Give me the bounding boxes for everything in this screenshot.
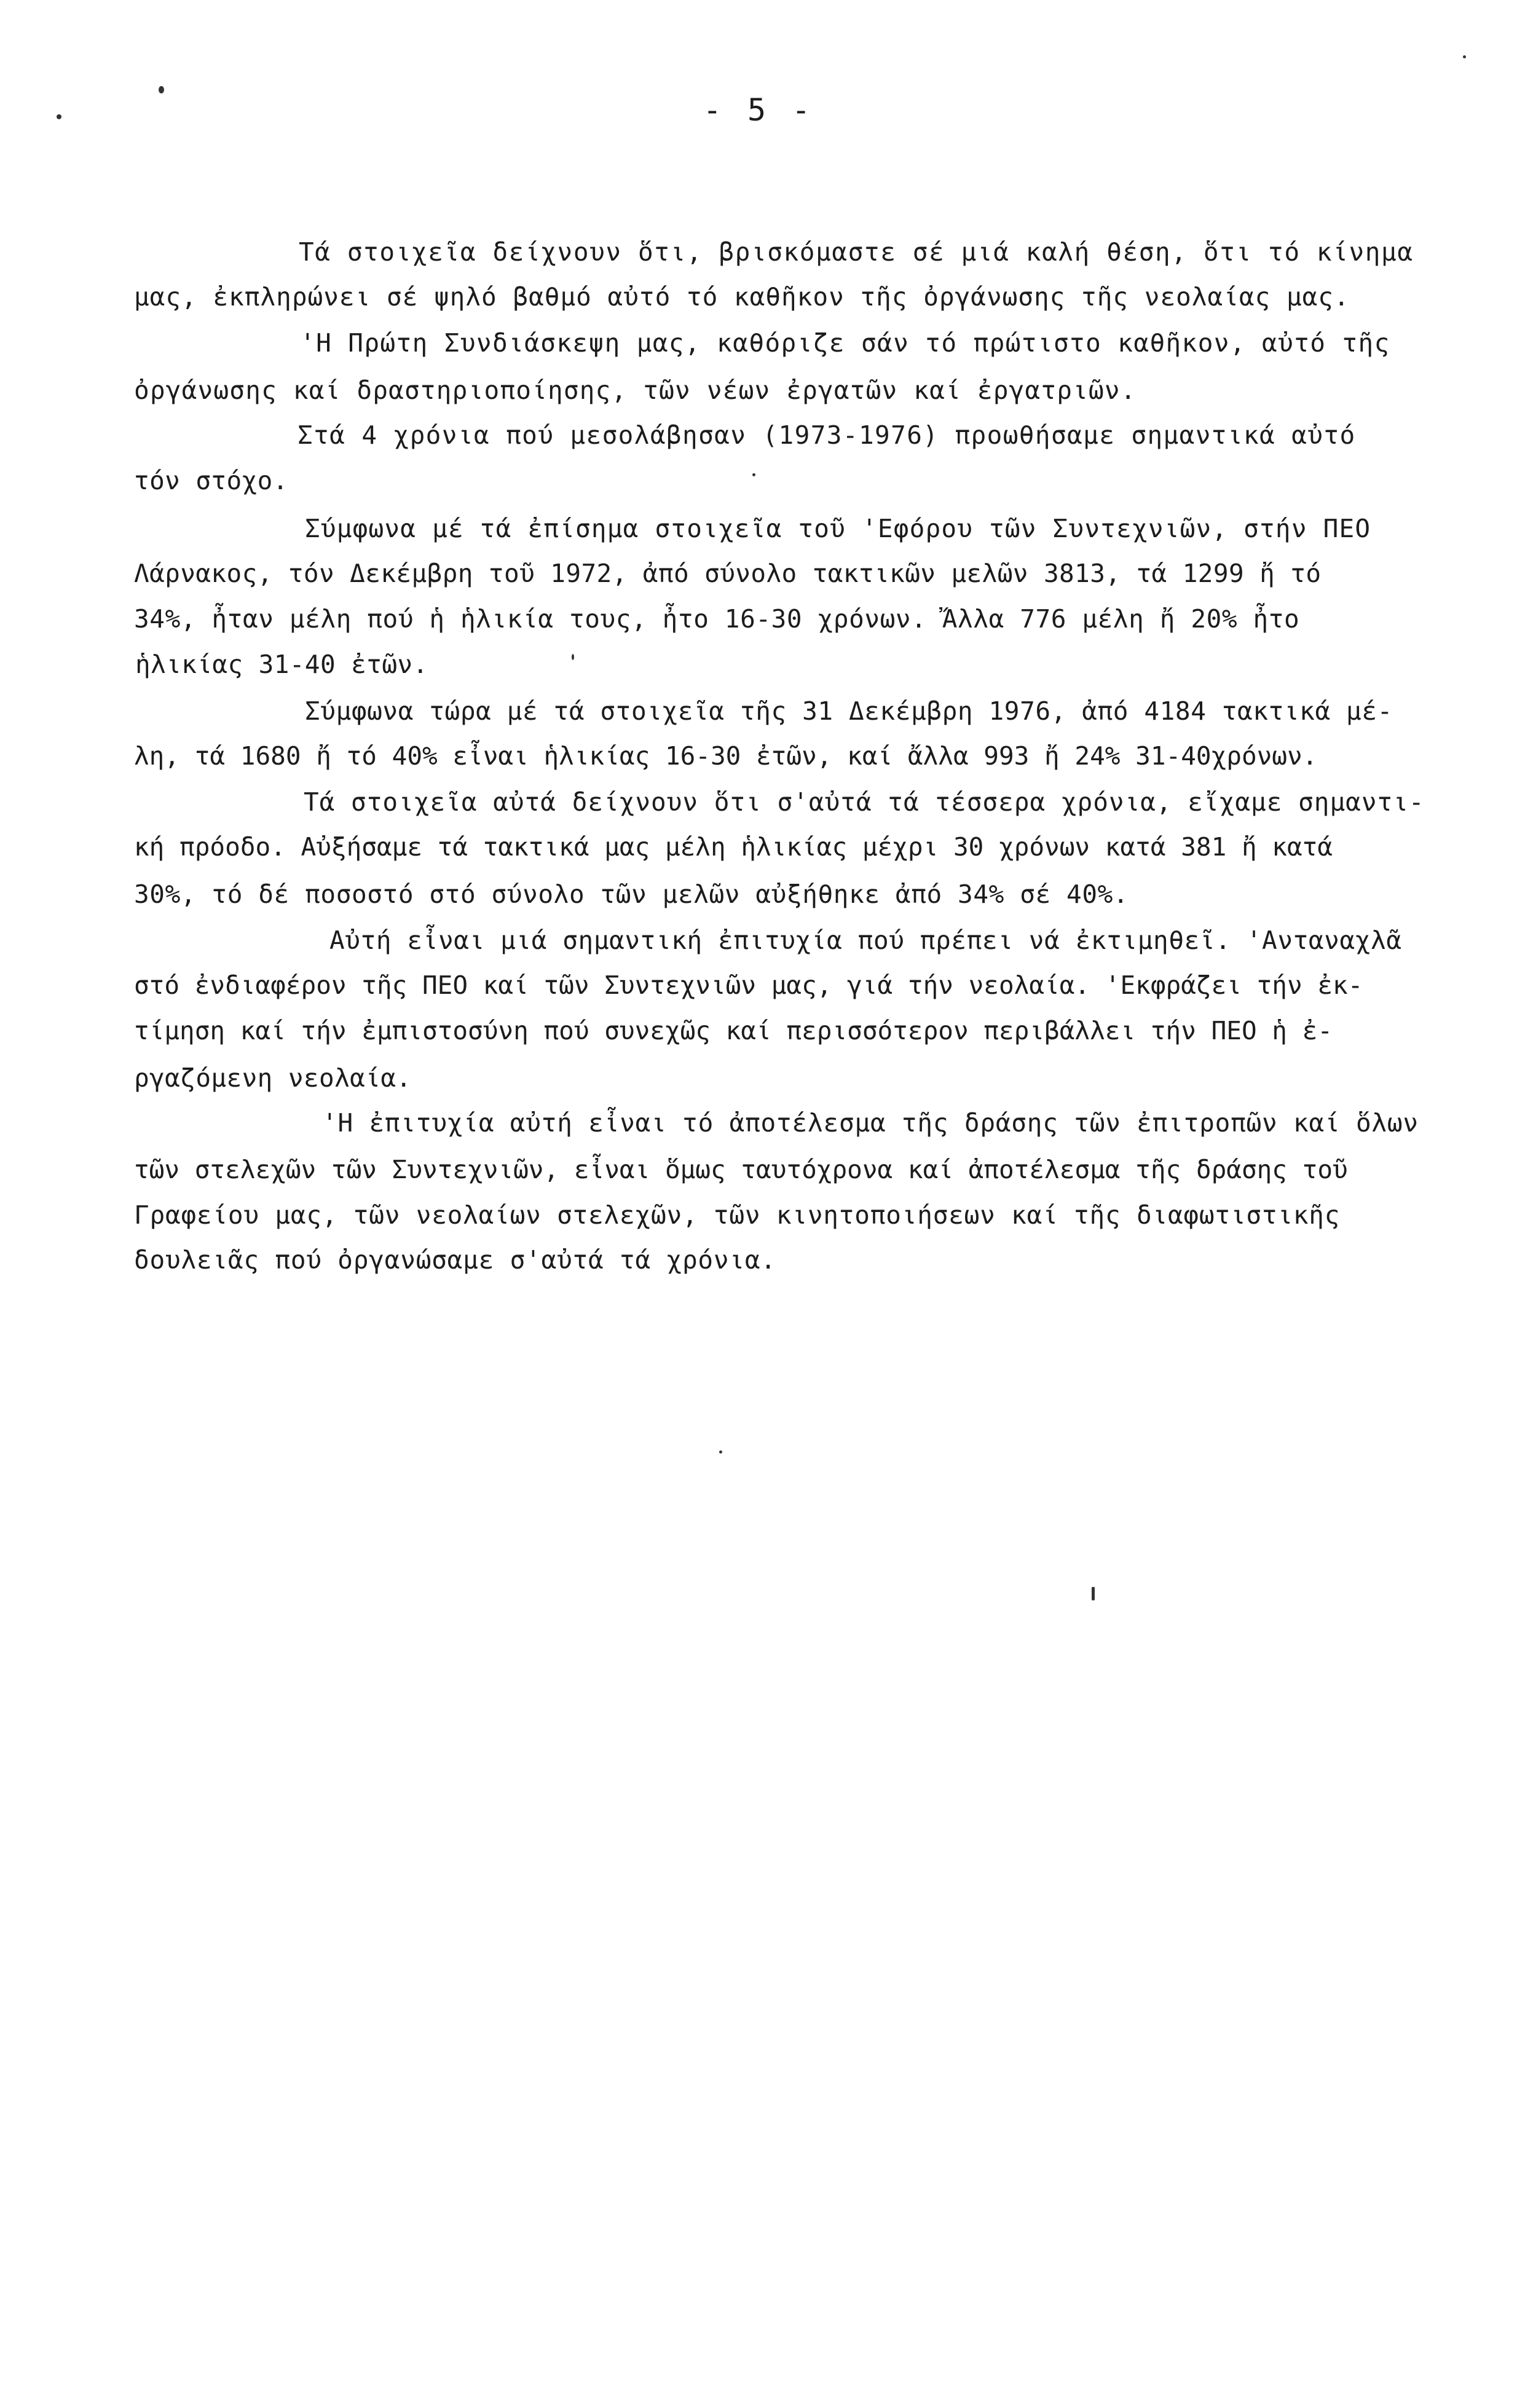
text-line: Σύμφωνα τώρα μέ τά στοιχεῖα τῆς 31 Δεκέμβρη 1976, ἀπό 4184 τακτικά μέ- xyxy=(305,696,1393,726)
text-line: 34%, ἦταν μέλη πού ἡ ἡλικία τους, ἦτο 16-30 χρόνων. Ἄλλα 776 μέλη ἤ 20% ἦτο xyxy=(134,604,1300,634)
text-line: τόν στόχο. xyxy=(134,466,288,495)
text-line: Τά στοιχεῖα δείχνουν ὅτι, βρισκόμαστε σέ μιά καλή θέση, ὅτι τό κίνημα xyxy=(299,237,1414,267)
text-line: 30%, τό δέ ποσοστό στό σύνολο τῶν μελῶν αὐξήθηκε ἀπό 34% σέ 40%. xyxy=(134,879,1129,909)
text-line: στό ἐνδιαφέρον τῆς ΠΕΟ καί τῶν Συντεχνιῶν μας, γιά τήν νεολαία. 'Εκφράζει τήν ἐκ- xyxy=(134,970,1363,1000)
scan-speck xyxy=(572,654,574,660)
text-line: Σύμφωνα μέ τά ἐπίσημα στοιχεῖα τοῦ 'Εφόρου τῶν Συντεχνιῶν, στήν ΠΕΟ xyxy=(305,514,1371,543)
text-line: ἡλικίας 31-40 ἐτῶν. xyxy=(135,650,428,679)
scan-speck xyxy=(719,1450,722,1454)
text-line: ργαζόμενη νεολαία. xyxy=(134,1063,412,1093)
text-line: τίμηση καί τήν ἐμπιστοσύνη πού συνεχῶς καί περισσότερον περιβάλλει τήν ΠΕΟ ἡ ἐ- xyxy=(134,1016,1333,1045)
scan-speck xyxy=(159,86,164,93)
scan-speck xyxy=(57,114,61,119)
text-line: Αὐτή εἶναι μιά σημαντική ἐπιτυχία πού πρέπει νά ἐκτιμηθεῖ. 'Ανταναχλᾶ xyxy=(329,926,1402,955)
scan-speck xyxy=(1092,1587,1095,1600)
text-line: Στά 4 χρόνια πού μεσολάβησαν (1973-1976) προωθήσαμε σημαντικά αὐτό xyxy=(297,420,1356,450)
text-line: Τά στοιχεῖα αὐτά δείχνουν ὅτι σ'αὐτά τά τέσσερα χρόνια, εἴχαμε σημαντι- xyxy=(304,787,1425,817)
text-line: μας, ἐκπληρώνει σέ ψηλό βαθμό αὐτό τό καθῆκον τῆς ὀργάνωσης τῆς νεολαίας μας. xyxy=(134,282,1350,312)
page-number: - 5 - xyxy=(703,92,814,128)
text-line: δουλειᾶς πού ὀργανώσαμε σ'αὐτά τά χρόνια. xyxy=(134,1245,776,1275)
text-line: Γραφείου μας, τῶν νεολαίων στελεχῶν, τῶν κινητοποιήσεων καί τῆς διαφωτιστικῆς xyxy=(134,1200,1341,1230)
text-line: κή πρόοδο. Αὐξήσαμε τά τακτικά μας μέλη ἡλικίας μέχρι 30 χρόνων κατά 381 ἤ κατά xyxy=(134,832,1333,862)
text-line: 'Η Πρώτη Συνδιάσκεψη μας, καθόριζε σάν τό πρώτιστο καθῆκον, αὐτό τῆς xyxy=(300,328,1390,358)
scan-speck xyxy=(1463,55,1466,58)
scan-speck xyxy=(752,473,755,476)
text-line: ὀργάνωσης καί δραστηριοποίησης, τῶν νέων ἐργατῶν καί ἐργατριῶν. xyxy=(134,376,1137,405)
text-line: Λάρνακος, τόν Δεκέμβρη τοῦ 1972, ἀπό σύνολο τακτικῶν μελῶν 3813, τά 1299 ἤ τό xyxy=(134,559,1322,588)
text-line: λη, τά 1680 ἤ τό 40% εἶναι ἡλικίας 16-30 ἐτῶν, καί ἄλλα 993 ἤ 24% 31-40χρόνων. xyxy=(134,741,1318,771)
text-line: 'Η ἐπιτυχία αὐτή εἶναι τό ἀποτέλεσμα τῆς δράσης τῶν ἐπιτροπῶν καί ὅλων xyxy=(322,1108,1419,1138)
text-line: τῶν στελεχῶν τῶν Συντεχνιῶν, εἶναι ὅμως ταυτόχρονα καί ἀποτέλεσμα τῆς δράσης τοῦ xyxy=(134,1155,1348,1184)
